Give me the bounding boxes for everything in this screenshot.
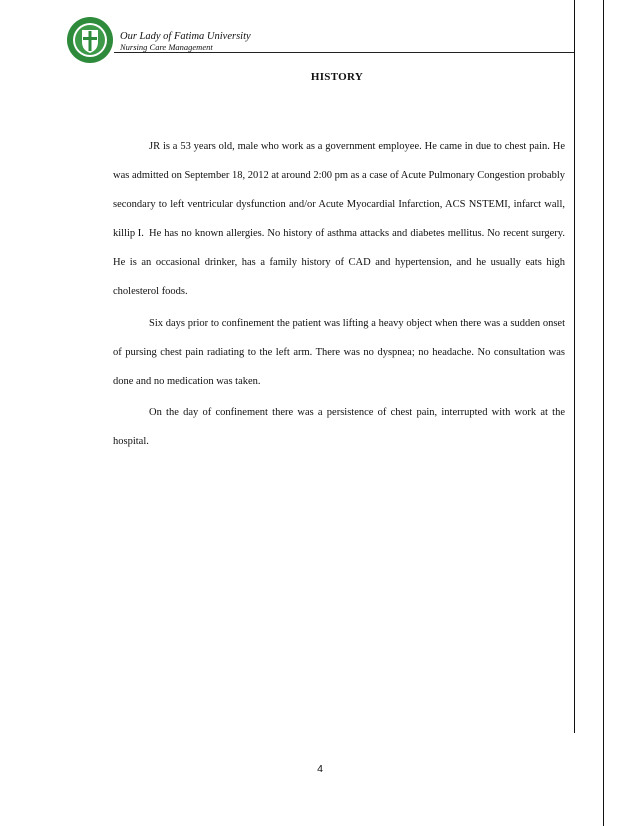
paragraph-3: Six days prior to confinement the patient was lifting a heavy object when there was a sudden onset of pursing chest pain radiating to the left arm. There was no dyspnea; no headache. No consultation was done and no medication was taken.	[113, 318, 565, 387]
paragraph-2: He has no known allergies. No history of asthma attacks and diabetes mellitus. No recent surgery. He is an occasional drinker, has a family history of CAD and hypertension, and he usually eats high cholesterol foods.	[113, 228, 565, 297]
institution-name: Our Lady of Fatima University	[120, 31, 251, 42]
department-name: Nursing Care Management	[120, 42, 213, 52]
paragraph-1: JR is a 53 years old, male who work as a government employee. He came in due to chest pain. He was admitted on September 18, 2012 at around 2:00 pm as a case of Acute Pulmonary Congestion probably secondary to left ventricular dysfunction and/or Acute Myocardial Infarction, ACS NSTEMI, infarct wall, killip I.	[113, 141, 565, 239]
margin-line-right	[603, 0, 604, 826]
paragraph-4: On the day of confinement there was a persistence of chest pain, interrupted with work at the hospital.	[113, 407, 565, 447]
page-number: 4	[317, 763, 323, 775]
university-seal-logo	[66, 16, 114, 64]
margin-line-left	[574, 0, 575, 733]
header-rule	[114, 52, 574, 53]
section-title: HISTORY	[310, 71, 364, 83]
